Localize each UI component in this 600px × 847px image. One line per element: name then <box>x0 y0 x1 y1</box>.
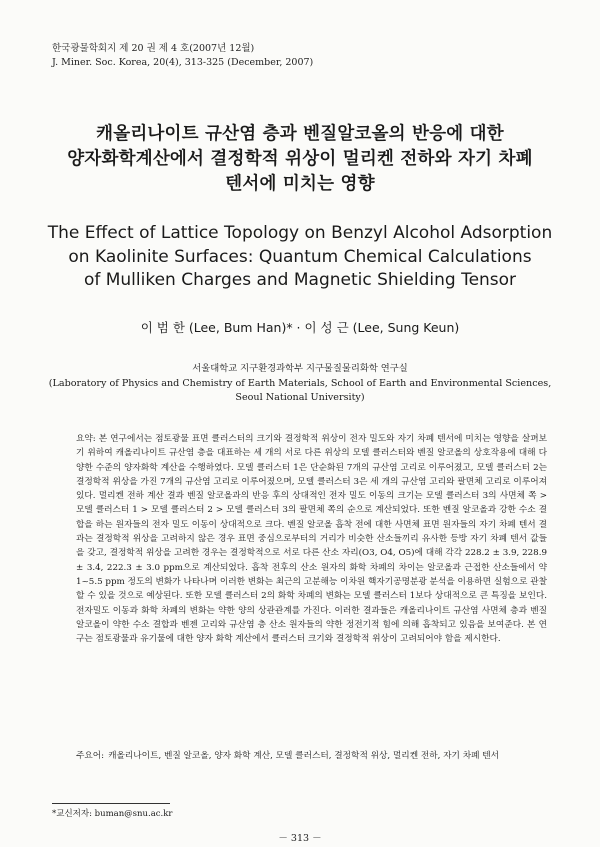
affiliation-korean: 서울대학교 지구환경과학부 지구물질물리화학 연구실 <box>192 363 408 374</box>
keywords <box>76 749 547 763</box>
keywords-label: 주요어: <box>76 751 105 761</box>
title-korean-line: 텐서에 미치는 영향 <box>225 174 375 194</box>
journal-header <box>52 42 313 70</box>
keywords-text: 캐올리나이트, 벤질 알코올, 양자 화학 계산, 모델 클러스터, 결정학적 위상, 멀리켄 전하, 자기 차폐 텐서 <box>108 751 500 761</box>
journal-citation-en: J. Miner. Soc. Korea, 20(4), 313-325 (December, 2007) <box>52 57 314 68</box>
title-english-line: on Kaolinite Surfaces: Quantum Chemical Calculations <box>68 246 532 267</box>
corresponding-author-footnote: *교신저자: buman@snu.ac.kr <box>52 809 173 819</box>
title-korean <box>40 122 560 197</box>
title-english-line: of Mulliken Charges and Magnetic Shielding Tensor <box>83 270 517 290</box>
title-korean-line: 양자화학계산에서 결정학적 위상이 멀리켄 전하와 자기 차폐 <box>67 149 533 169</box>
abstract-text: 요약: 본 연구에서는 점토광물 표면 클러스터의 크기와 결정학적 위상이 전자 밀도와 자기 차폐 텐서에 미치는 영향을 살펴보기 위하여 캐올리나이트 규산염 층을 대표하는 세 개의 서로 다른 위상의 모델 클러스터와 벤질 알코올의 상호작용에 대해 다양한 수준의 양자화학 계산을 수행하였다. 모델 클러스터 1은 단순화된 7개의 규산염 고리로 이루어졌고, 모델 클러스터 2는 결정학적 위상을 가진 7개의 규산염 고리로 이루어졌으며, 모델 클러스터 3은 세 개의 규산염 고리와 팔면체 고리로 이루어져 있다. 멀리켄 전하 계산 결과 벤질 알코올과의 반응 후의 상대적인 전자 밀도 이동의 크기는 모델 클러스터 3의 사면체 쪽 > 모델 클러스터 1 > 모델 클러스터 2 > 모델 클러스터 3의 팔면체 쪽의 순으로 계산되었다. 또한 벤질 알코올과 강한 수소 결합을 하는 원자들의 전자 밀도 이동이 상대적으로 크다. 벤질 알코올 흡착 전에 대한 사면체 표면 원자들의 자기 차폐 텐서 결과는 결정학적 위상을 고려하지 않은 경우 표면 중심으로부터의 거리가 비슷한 산소들끼리 유사한 등방 자기 차폐 텐서 값들을 갖고, 결정학적 위상을 고려한 경우는 결정학적으로 서로 다른 산소 자리(O3, O4, O5)에 대해 각각 228.2 ± 3.9, 228.9 ± 3.4, 222.3 ± 3.0 ppm으로 계산되었다. 흡착 전후의 산소 원자의 화학 차폐의 차이는 알코올과 근접한 산소들에서 약 1~5.5 ppm 정도의 변화가 나타나며 이러한 변화는 최근의 고분해능 이차원 핵자기공명분광 분석을 이용하면 실험으로 관찰할 수 있을 것으로 예상된다. 또한 모델 클러스터 2의 화학 차폐의 변화는 모델 클러스터 1보다 상대적으로 큰 특징을 보인다. 전자밀도 이동과 화학 차폐의 변화는 약한 양의 상관관계를 가진다. 이러한 결과들은 캐올리나이트 규산염 사면체 층과 벤질 알코올이 약한 수소 결합과 벤젠 고리와 규산염 층 산소 원자들의 약한 정전기적 힘에 의해 흡착되고 있음을 보여준다. 본 연구는 점토광물과 유기물에 대한 양자 화학 계산에서 클러스터 크기와 결정학적 위상이 고려되어야 함을 제시한다. <box>76 434 547 645</box>
title-english <box>40 222 560 293</box>
author-list: 이 범 한 (Lee, Bum Han)* · 이 성 근 (Lee, Sung Keun) <box>140 320 460 335</box>
journal-citation-ko: 한국광물학회지 제 20 권 제 4 호(2007년 12월) <box>52 43 255 54</box>
affiliation-english: (Laboratory of Physics and Chemistry of Earth Materials, School of Earth and Environmental Sciences, Seoul National University) <box>48 378 552 404</box>
abstract <box>76 432 547 646</box>
title-english-line: The Effect of Lattice Topology on Benzyl Alcohol Adsorption <box>47 223 553 243</box>
title-korean-line: 캐올리나이트 규산염 층과 벤질알코올의 반응에 대한 <box>96 124 504 144</box>
affiliation <box>40 362 560 406</box>
footnote-divider <box>52 803 170 804</box>
page-number: － 313 － <box>278 833 322 844</box>
